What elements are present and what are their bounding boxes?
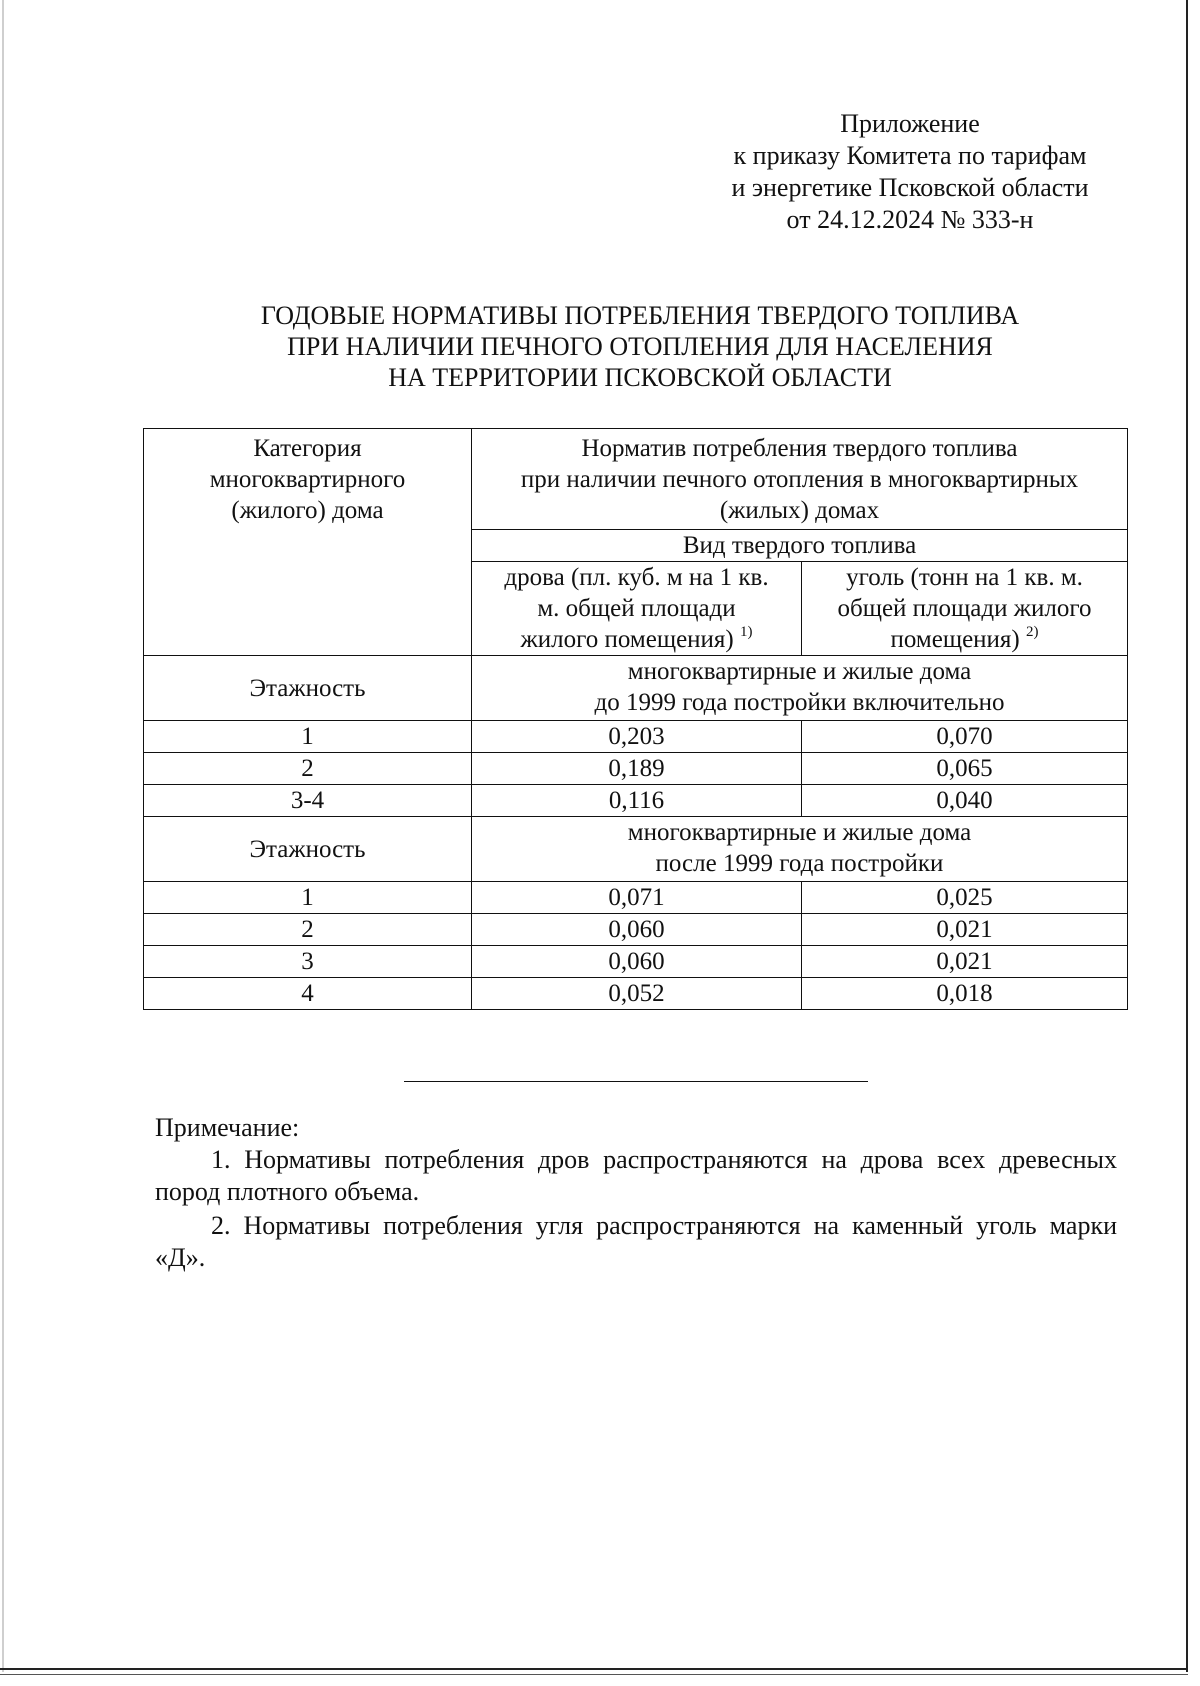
- scan-edge-right: [1186, 0, 1188, 1672]
- note-item: 2. Нормативы потребления угля распространяются на каменный уголь марки «Д».: [155, 1211, 1117, 1272]
- header-wood: [472, 562, 802, 656]
- footnote-marker: 2): [1026, 624, 1039, 640]
- cell-floors: 3: [144, 946, 472, 978]
- scan-edge-bottom-inner: [0, 1674, 1188, 1675]
- header-wood-line: м. общей площади: [537, 595, 736, 622]
- header-coal-line: [806, 624, 1123, 655]
- table-row: [144, 978, 1128, 1010]
- cell-coal: 0,040: [802, 785, 1128, 817]
- header-wood-line: дрова (пл. куб. м на 1 кв.: [504, 564, 769, 591]
- cell-wood: 0,060: [472, 946, 802, 978]
- separator-line: [404, 1081, 868, 1082]
- table-row: [144, 785, 1128, 817]
- cell-coal: 0,021: [802, 946, 1128, 978]
- section-label: Этажность: [144, 817, 472, 882]
- header-category-line: (жилого) дома: [231, 497, 384, 524]
- table-row: [144, 914, 1128, 946]
- cell-floors: 4: [144, 978, 472, 1010]
- note-item: 1. Нормативы потребления дров распространяются на дрова всех древесных пород плотного объема.: [155, 1145, 1117, 1206]
- section-label: Этажность: [144, 656, 472, 721]
- notes-heading: Примечание:: [155, 1113, 300, 1142]
- notes-section: [155, 1112, 1117, 1274]
- cell-wood: 0,116: [472, 785, 802, 817]
- header-wood-line: [476, 624, 797, 655]
- document-title: [120, 300, 1160, 393]
- cell-coal: 0,021: [802, 914, 1128, 946]
- annex-line: Приложение: [840, 109, 980, 138]
- cell-wood: 0,189: [472, 753, 802, 785]
- annex-line: и энергетике Псковской области: [731, 173, 1089, 202]
- cell-floors: 1: [144, 882, 472, 914]
- title-line: ГОДОВЫЕ НОРМАТИВЫ ПОТРЕБЛЕНИЯ ТВЕРДОГО ТОПЛИВА: [260, 301, 1020, 330]
- section-title: [472, 656, 1128, 721]
- cell-coal: 0,070: [802, 721, 1128, 753]
- header-coal: [802, 562, 1128, 656]
- header-norm-line: Норматив потребления твердого топлива: [581, 435, 1018, 462]
- cell-coal: 0,025: [802, 882, 1128, 914]
- scan-edge-left: [2, 0, 4, 1672]
- annex-line: к приказу Комитета по тарифам: [733, 141, 1087, 170]
- header-norm-line: (жилых) домах: [719, 497, 880, 524]
- cell-floors: 3-4: [144, 785, 472, 817]
- header-category-line: многоквартирного: [209, 466, 406, 493]
- cell-wood: 0,052: [472, 978, 802, 1010]
- header-fuel-type: Вид твердого топлива: [472, 530, 1128, 562]
- annex-date-number: от 24.12.2024 № 333-н: [786, 205, 1034, 234]
- section-title-line: до 1999 года постройки включительно: [594, 689, 1005, 716]
- cell-wood: 0,203: [472, 721, 802, 753]
- table-row: [144, 946, 1128, 978]
- section-header-row: [144, 817, 1128, 882]
- footnote-marker: 1): [740, 624, 753, 640]
- annex-header: [690, 108, 1130, 236]
- header-norm-line: при наличии печного отопления в многоквартирных: [520, 466, 1079, 493]
- header-norm: [472, 429, 1128, 530]
- title-line: НА ТЕРРИТОРИИ ПСКОВСКОЙ ОБЛАСТИ: [388, 363, 892, 392]
- scan-edge-bottom: [0, 1668, 1188, 1670]
- header-wood-text: жилого помещения): [520, 626, 734, 653]
- cell-floors: 1: [144, 721, 472, 753]
- table-row: [144, 721, 1128, 753]
- cell-wood: 0,071: [472, 882, 802, 914]
- table-row: [144, 882, 1128, 914]
- header-category: [144, 429, 472, 656]
- header-coal-line: общей площади жилого: [837, 595, 1092, 622]
- cell-floors: 2: [144, 753, 472, 785]
- cell-wood: 0,060: [472, 914, 802, 946]
- section-title: [472, 817, 1128, 882]
- section-title-line: после 1999 года постройки: [655, 850, 944, 877]
- cell-coal: 0,018: [802, 978, 1128, 1010]
- header-coal-text: помещения): [890, 626, 1020, 653]
- table-header-row: [144, 429, 1128, 530]
- header-category-line: Категория: [253, 435, 362, 462]
- title-line: ПРИ НАЛИЧИИ ПЕЧНОГО ОТОПЛЕНИЯ ДЛЯ НАСЕЛЕНИЯ: [287, 332, 993, 361]
- header-coal-line: уголь (тонн на 1 кв. м.: [846, 564, 1083, 591]
- section-title-line: многоквартирные и жилые дома: [627, 819, 972, 846]
- norms-table: [143, 428, 1128, 1010]
- section-header-row: [144, 656, 1128, 721]
- cell-floors: 2: [144, 914, 472, 946]
- table-row: [144, 753, 1128, 785]
- cell-coal: 0,065: [802, 753, 1128, 785]
- section-title-line: многоквартирные и жилые дома: [627, 658, 972, 685]
